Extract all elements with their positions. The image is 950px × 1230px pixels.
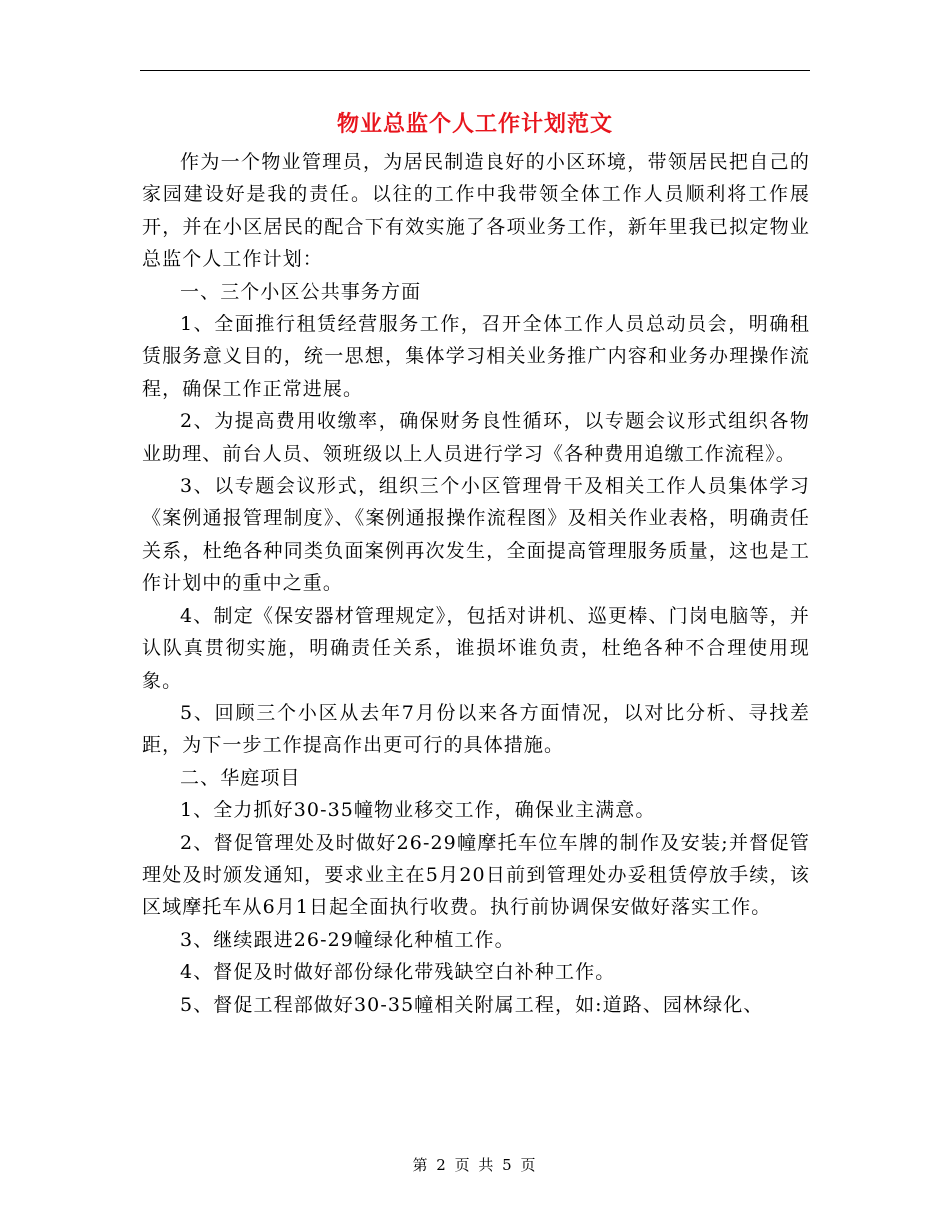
paragraph-item: 4、制定《保安器材管理规定》，包括对讲机、巡更棒、门岗电脑等，并认队真贯彻实施，明确责任关系，谁损坏谁负责，杜绝各种不合理使用现象。 bbox=[142, 604, 810, 692]
paragraph-item: 5、督促工程部做好30-35幢相关附属工程，如:道路、园林绿化、 bbox=[180, 993, 764, 1016]
paragraph-item: 3、以专题会议形式，组织三个小区管理骨干及相关工作人员集体学习《案例通报管理制度》、《案例通报操作流程图》及相关作业表格，明确责任关系，杜绝各种同类负面案例再次发生，全面提高管理服务质量，这也是工作计划中的重中之重。 bbox=[142, 475, 810, 595]
paragraph-item: 5、回顾三个小区从去年7月份以来各方面情况，以对比分析、寻找差距，为下一步工作提高作出更可行的具体措施。 bbox=[142, 701, 810, 757]
paragraph-item: 2、督促管理处及时做好26-29幢摩托车位车牌的制作及安装;并督促管理处及时颁发通知，要求业主在5月20日前到管理处办妥租赁停放手续，该区域摩托车从6月1日起全面执行收费。执行前协调保安做好落实工作。 bbox=[142, 831, 810, 919]
page-number-footer: 第 2 页 共 5 页 bbox=[412, 1156, 538, 1174]
paragraph-item: 1、全面推行租赁经营服务工作，召开全体工作人员总动员会，明确租赁服务意义目的，统一思想，集体学习相关业务推广内容和业务办理操作流程，确保工作正常进展。 bbox=[142, 313, 810, 400]
section-heading-public-affairs: 一、三个小区公共事务方面 bbox=[180, 280, 422, 303]
paragraph-item: 4、督促及时做好部份绿化带残缺空白补种工作。 bbox=[180, 961, 616, 984]
paragraph-item: 3、继续跟进26-29幢绿化种植工作。 bbox=[180, 928, 515, 951]
paragraph-item: 2、为提高费用收缴率，确保财务良性循环，以专题会议形式组织各物业助理、前台人员、领班级以上人员进行学习《各种费用追缴工作流程》。 bbox=[142, 410, 810, 465]
header-rule bbox=[140, 70, 810, 71]
section-heading-huating: 二、华庭项目 bbox=[180, 766, 301, 789]
page-title: 物业总监个人工作计划范文 bbox=[336, 112, 613, 137]
paragraph-item: 1、全力抓好30-35幢物业移交工作，确保业主满意。 bbox=[180, 799, 656, 822]
body-text bbox=[142, 146, 810, 1021]
paragraph-intro: 作为一个物业管理员，为居民制造良好的小区环境，带领居民把自己的家园建设好是我的责任。以往的工作中我带领全体工作人员顺利将工作展开，并在小区居民的配合下有效实施了各项业务工作，新年里我已拟定物业总监个人工作计划： bbox=[142, 151, 810, 271]
